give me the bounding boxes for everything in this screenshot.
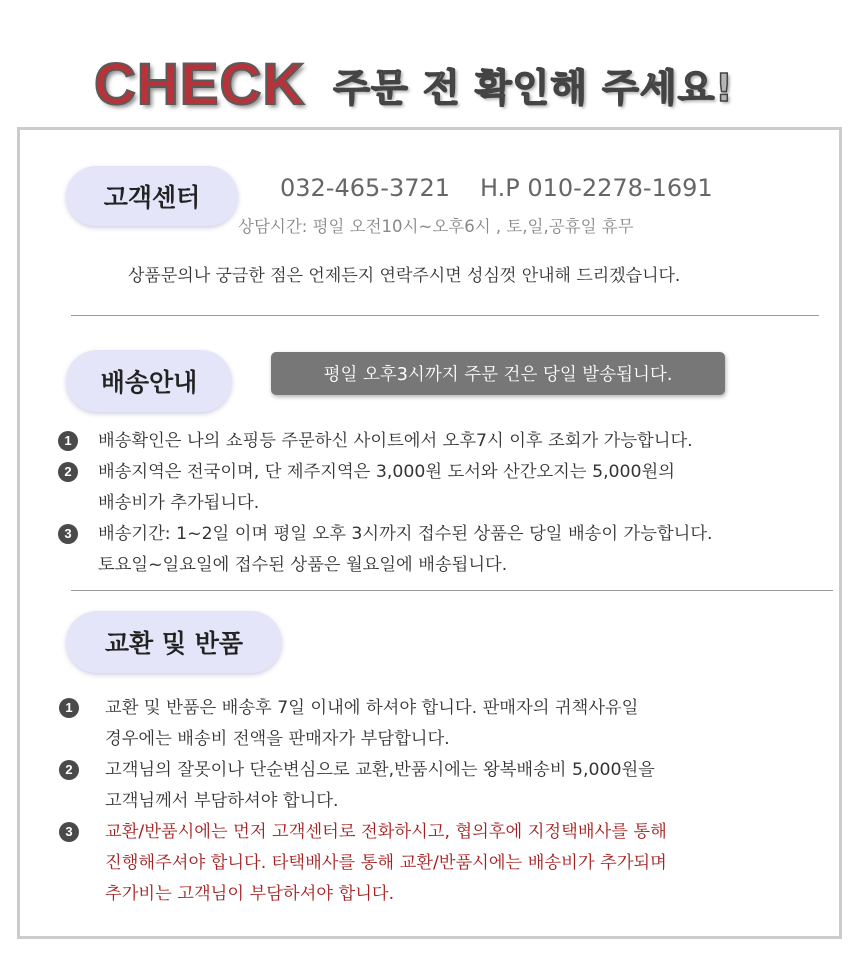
list-item (64, 457, 713, 519)
number-1-icon: 1 (59, 698, 79, 718)
item-line: 진행해주셔야 합니다. 타택배사를 통해 교환/반품시에는 배송비가 추가되며 (105, 853, 667, 873)
item-line: 배송비가 추가됩니다. (98, 493, 260, 513)
inquiry-note: 상품문의나 궁금한 점은 언제든지 연락주시면 성심껏 안내해 드리겠습니다. (128, 266, 681, 286)
number-2-icon: 2 (59, 760, 79, 780)
list-item (65, 693, 667, 755)
item-line: 추가비는 고객님이 부담하셔야 합니다. (105, 884, 395, 904)
headline: 주문 전 확인해 주세요! (333, 65, 734, 110)
phone-number[interactable]: 032-465-3721 (280, 174, 451, 202)
number-3-icon: 3 (59, 822, 79, 842)
item-line: 교환/반품시에는 먼저 고객센터로 전화하시고, 협의후에 지정택배사를 통해 (105, 822, 667, 842)
number-2-icon: 2 (58, 462, 78, 482)
item-line: 토요일~일요일에 접수된 상품은 월요일에 배송됩니다. (98, 555, 508, 575)
check-title: CHECK (94, 51, 306, 117)
item-line: 경우에는 배송비 전액을 판매자가 부담합니다. (105, 729, 450, 749)
item-line: 고객님께서 부담하셔야 합니다. (105, 791, 339, 811)
shipping-list (64, 426, 713, 581)
list-item-warning (65, 817, 667, 910)
divider (71, 590, 833, 591)
info-box (17, 127, 842, 939)
list-item (64, 519, 713, 581)
customer-center-label: 고객센터 (66, 166, 238, 226)
consultation-hours: 상담시간: 평일 오전10시~오후6시 , 토,일,공휴일 휴무 (238, 217, 634, 236)
number-1-icon: 1 (58, 431, 78, 451)
item-line: 고객님의 잘못이나 단순변심으로 교환,반품시에는 왕복배송비 5,000원을 (105, 760, 655, 780)
contact-numbers (280, 174, 713, 202)
list-item (65, 755, 667, 817)
mobile-number[interactable]: H.P 010-2278-1691 (480, 174, 713, 202)
number-3-icon: 3 (58, 524, 78, 544)
returns-list (65, 693, 667, 910)
item-line: 배송기간: 1~2일 이며 평일 오후 3시까지 접수된 상품은 당일 배송이 가능합니다. (98, 524, 713, 544)
list-item (64, 426, 713, 457)
shipping-label: 배송안내 (66, 350, 232, 412)
item-line: 배송지역은 전국이며, 단 제주지역은 3,000원 도서와 산간오지는 5,000원의 (98, 462, 675, 482)
same-day-notice: 평일 오후3시까지 주문 건은 당일 발송됩니다. (271, 352, 725, 395)
page-header (94, 44, 794, 124)
item-line: 배송확인은 나의 쇼핑등 주문하신 사이트에서 오후7시 이후 조회가 가능합니다. (98, 431, 693, 451)
divider (71, 315, 819, 316)
returns-label: 교환 및 반품 (66, 611, 282, 673)
item-line: 교환 및 반품은 배송후 7일 이내에 하셔야 합니다. 판매자의 귀책사유일 (105, 698, 639, 718)
